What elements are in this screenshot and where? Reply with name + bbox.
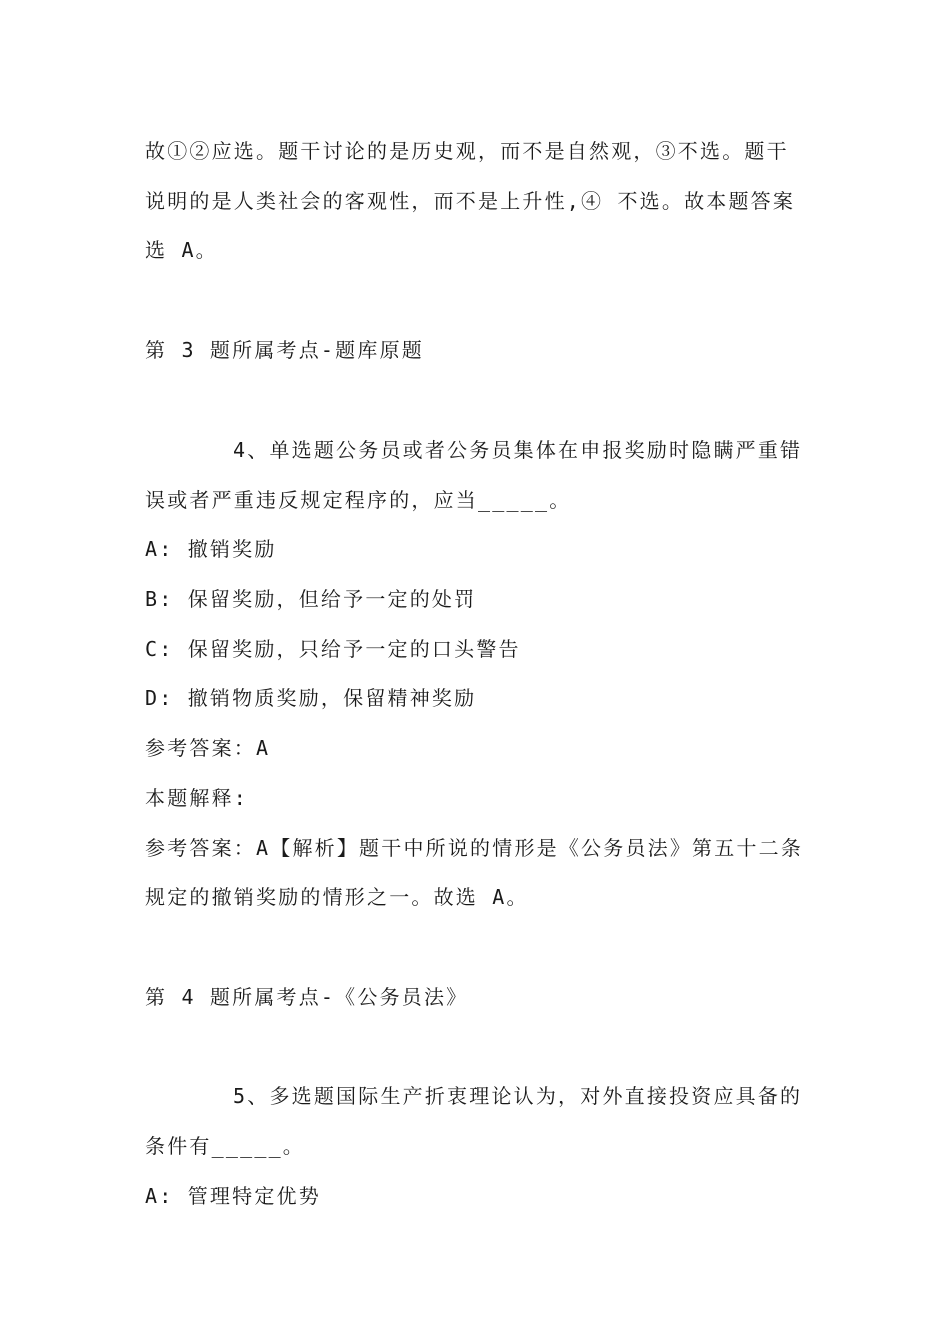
- q4-explain-label: 本题解释:: [145, 786, 249, 810]
- q3-topic: 第 3 题所属考点-题库原题: [145, 338, 424, 362]
- q4-answer: 参考答案：A: [145, 736, 271, 760]
- q5-option-a: A: 管理特定优势: [145, 1184, 321, 1208]
- q3-explanation-line-2: 说明的是人类社会的客观性，而不是上升性,④ 不选。故本题答案: [145, 189, 796, 213]
- q4-explain-line-1: 参考答案：A【解析】题干中所说的情形是《公务员法》第五十二条: [145, 836, 804, 860]
- q3-explanation-line-1: 故①②应选。题干讨论的是历史观，而不是自然观，③不选。题干: [145, 139, 789, 163]
- q4-option-a: A: 撤销奖励: [145, 537, 277, 561]
- q4-option-c: C: 保留奖励，只给予一定的口头警告: [145, 637, 521, 661]
- q4-topic: 第 4 题所属考点-《公务员法》: [145, 985, 469, 1009]
- q5-stem-line-2: 条件有_____。: [145, 1134, 306, 1158]
- q4-stem-line-2: 误或者严重违反规定程序的，应当_____。: [145, 488, 572, 512]
- q4-stem-line-1: 4、单选题公务员或者公务员集体在申报奖励时隐瞒严重错: [233, 438, 803, 462]
- q4-option-b: B: 保留奖励，但给予一定的处罚: [145, 587, 477, 611]
- q4-option-d: D: 撤销物质奖励，保留精神奖励: [145, 686, 477, 710]
- q4-explain-line-2: 规定的撤销奖励的情形之一。故选 A。: [145, 885, 529, 909]
- q3-explanation-line-3: 选 A。: [145, 238, 218, 262]
- q5-stem-line-1: 5、多选题国际生产折衷理论认为，对外直接投资应具备的: [233, 1084, 803, 1108]
